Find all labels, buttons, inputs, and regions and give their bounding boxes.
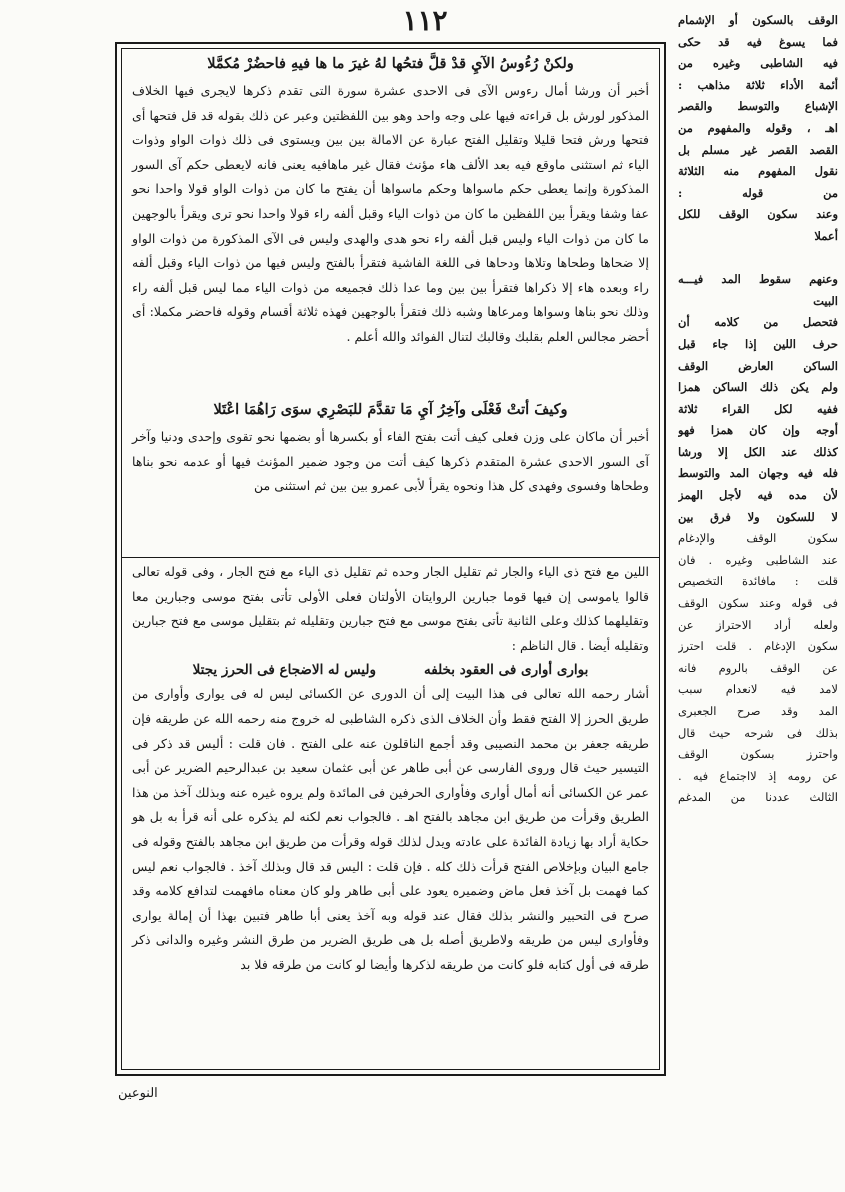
margin-line: فتحصل من كلامه أن (678, 315, 838, 330)
margin-line: الساكن العارض الوقف (678, 358, 838, 373)
poem-first-hemistich: بوارى أوارى فى العقود بخلفه (424, 662, 589, 679)
margin-line: ولعله أراد الاحتراز عن (678, 617, 838, 632)
top-verse: ولكنْ رُءُوسُ الآيِ قدْ قلَّ فتحُها لهُ غيرَ ما ها فيهِ فاحضُرْ مُكمَّلا (207, 55, 574, 72)
margin-line: كذلك عند الكل إلا ورشا (678, 444, 838, 459)
margin-line: أوجه وإن كان همزا فهو (678, 423, 838, 438)
margin-line: لامد فيه لانعدام سبب (678, 682, 838, 697)
margin-line: وعنهم سقوط المد فيـــه (678, 272, 838, 287)
margin-line: اهـ ، وقوله والمفهوم من (678, 120, 838, 135)
margin-line: بذلك فى شرحه حيث قال (678, 725, 838, 740)
commentary-paragraph-3: اللين مع فتح ذى الياء والجار ثم تقليل الجار وحده ثم تقليل ذى الياء مع فتح الجار ، وفى قوله تعالى قالوا ياموسى إن فيها قوما جبارين الروايتان الأولتان فعلى الأولى تأتى بفتح موسى وجبارين معا وتقليلهما كذلك وعلى الثانية تأتى بفتح موسى مع فتح جبارين وتقليله ثم بتقليل موسى مع فتح جبارين وتقليله أيضا . قال الناظم : (132, 564, 649, 653)
second-verse: وكيفَ أتتْ فَعْلَى وآخِرُ آيِ مَا تقدَّمَ للبَصْرِي سوَى رَاهُمَا اعْتَلا (213, 401, 568, 418)
margin-line: الإشباع والتوسط والقصر (678, 99, 838, 114)
margin-line: أئمة الأداء ثلاثة مذاهب : (678, 77, 838, 92)
margin-line: لا للسكون ولا فرق بين (678, 509, 838, 524)
margin-line: فى قوله وعند سكون الوقف (678, 596, 838, 611)
margin-line: فما يسوغ فيه قد حكى (678, 34, 838, 49)
margin-line: سكون الإدغام . قلت احترز (678, 639, 838, 654)
catchword: النوعين (118, 1086, 158, 1101)
margin-line: من قوله : (678, 185, 838, 200)
margin-line: فله فيه وجهان المد والتوسط (678, 466, 838, 481)
margin-line: قلت : مافائدة التخصيص (678, 574, 838, 589)
margin-commentary (678, 10, 838, 1132)
margin-line: عند الشاطبى وغيره . فان (678, 552, 838, 567)
margin-line: حرف اللين إذا جاء قبل (678, 336, 838, 351)
main-text-frame (115, 42, 666, 1076)
margin-line: سكون الوقف والإدغام (678, 531, 838, 546)
margin-line: لأن مده فيه لأجل الهمز (678, 488, 838, 503)
commentary-paragraph-2: أخبر أن ماكان على وزن فعلى كيف أتت بفتح الفاء أو بكسرها أو بضمها نحو تقوى وإحدى ودنيا وآخر آى السور الاحدى عشرة المتقدم ذكرها كيف أتت من وجود ضمير المؤنث فيها أو عدمه نحو بناها وطحاها وفسوى وفهدى كل هذا ونحوه يقرأ لأبى عمرو بين بين ثم استثنى من (132, 429, 649, 494)
margin-line: الثالث عددنا من المدغم (678, 790, 838, 805)
poem-second-hemistich: وليس له الاضجاع فى الحرز يجتلا (192, 662, 377, 679)
margin-line: القصد القصر غير مسلم بل (678, 142, 838, 157)
margin-line: واحترز بسكون الوقف (678, 747, 838, 762)
commentary-paragraph-4: أشار رحمه الله تعالى فى هذا البيت إلى أن الدورى عن الكسائى ليس له فى يوارى وأوارى من طريق الحرز إلا الفتح فقط وأن الخلاف الذى ذكره الشاطبى له خروج منه رحمه الله عن طريقه فإن طريقه جعفر بن محمد النصيبى وقد أجمع الناقلون عنه على الفتح . فان قلت : أليس قد ذكر فى التيسير حيث قال وروى الفارسى عن أبى طاهر عن أبى عثمان سعيد بن عبدالرحيم الضرير عن أبى عمر عن الكسائى أنه أمال أوارى وفأوارى الحرفين فى المائدة ولم يروه غيره عنه وبذلك آخذ من هذا الطريق وقرأت من طريق ابن مجاهد بالفتح اهـ . فالجواب نعم لكنه لم يذكره على أنه قرأ به بل هو حكاية أراد بها زيادة الفائدة على عادته ويدل لذلك قوله وقرأت من طريق ابن مجاهد بالفتح وقوله فى جامع البيان وبإخلاص الفتح قرأت ذلك كله . فإن قلت : اليس قد قال وبذلك آخذ . فالجواب نعم ليس كما فهمت بل آخذ فعل ماض وضميره يعود على أبى طاهر ولو كان معناه مافهمت لتدافع كلامه وقد صرح فى التحبير والنشر بذلك فقال عند قوله وبه آخذ يعنى أبا طاهر فتبين بهذا أن إمالة يوارى وفأوارى ليس من طريقه ولاطريق أصله بل هى طريق الضرير من طرق النشر وغيره والدانى ذكر طرقه فى أول كتابه فلو كانت من طريقه لذكرها وأيضا لو كانت من طرقه فلا بد (132, 686, 649, 972)
section-divider (122, 557, 659, 558)
margin-line: المد وقد صرح الجعبرى (678, 704, 838, 718)
poem-line (122, 658, 659, 682)
margin-line: الوقف بالسكون أو الإشمام (678, 13, 838, 27)
main-text-inner-frame (121, 48, 660, 1070)
margin-line: عن الوقف بالروم فانه (678, 660, 838, 675)
margin-line: أعملا (814, 228, 838, 243)
margin-line: وعند سكون الوقف للكل (678, 207, 838, 222)
margin-line: نقول المفهوم منه الثلاثة (678, 164, 838, 179)
margin-line (678, 248, 838, 270)
margin-line: البيت (813, 293, 838, 308)
commentary-paragraph-1: أخبر أن ورشا أمال رءوس الآى فى الاحدى عشرة سورة التى تقدم ذكرها لايجرى فيها الخلاف المذكور لورش بل قراءته فيها على وجه واحد وهو بين اللفظتين وعبر عن ذلك بقوله قد قل فتحها أى فتحها ورش فتحا قليلا وتقليل الفتح عبارة عن الامالة بين بين ويستوى فى ذلك ذوات الواو وذوات الياء ثم استثنى ماوقع فيه بعد الألف هاء مؤنث فقال غير ماهافيه يعنى فانه لايعطى حكم آى السور المذكورة وإنما يعطى حكم ماسواها وحكم ماسواها أن يفتح ما كان من ذوات الواو قولا واحدا نحو عفا وشفا ويقرأ بين اللفظين ما كان من ذوات الياء وقبل ألفه راء قولا واحدا نحو ترى ويقرأ بالوجهين ما كان من ذوات الياء وليس قبل ألفه راء نحو هدى والهدى وليس فى الآى المذكورة من ذوات الواو إلا ضحاها وطحاها وتلاها ودحاها فى اللغة الفاشية فتقرأ بالفتح وليس فيها من ذوات الياء وقبل ألفه راء وبعده هاء إلا ذكراها فتقرأ بين بين وما عدا ذلك فجميعه من ذوات الياء مما ليس قبل ألفه راء وذلك نحو بناها وسواها ومرعاها وشبه ذلك فتقرأ بالوجهين فهذه ثلاثة أقسام وقوله فاحضر مكملا: أى أحضر مجالس العلم بقلبك وقالبك لتنال الفوائد والله أعلم . (132, 83, 649, 344)
margin-line: عن رومه إذ لااجتماع فيه . (678, 768, 838, 783)
page-number: ١١٢ (402, 4, 448, 37)
margin-line: ولم يكن ذلك الساكن همزا (678, 380, 838, 395)
margin-line: فيه الشاطبى وغيره من (678, 56, 838, 71)
margin-line: ففيه لكل القراء ثلاثة (678, 401, 838, 416)
